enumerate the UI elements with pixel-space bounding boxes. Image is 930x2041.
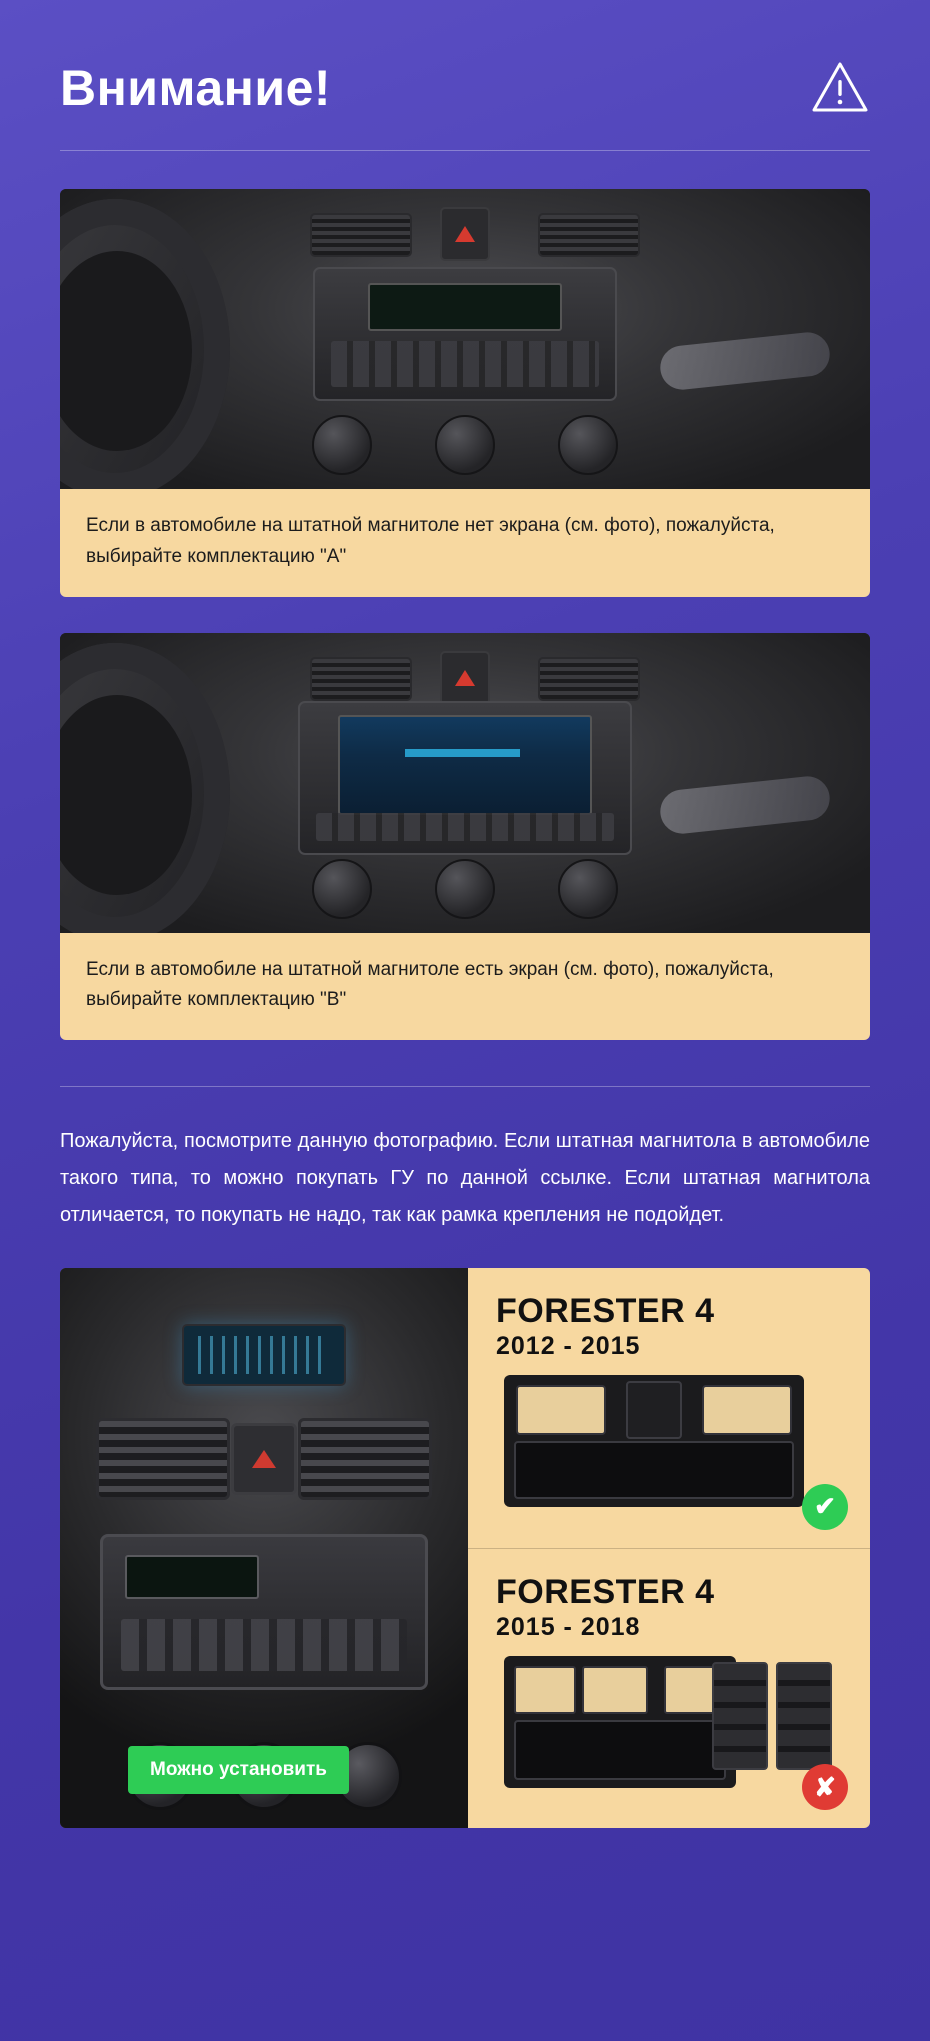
model-name: FORESTER 4 [496,1292,715,1331]
photo-head-unit-with-screen [60,633,870,933]
model-card-2012-2015 [468,1268,870,1548]
page-title: Внимание! [60,59,332,116]
model-name: FORESTER 4 [496,1572,715,1611]
model-years: 2015 - 2018 [496,1612,641,1641]
caption-with-screen: Если в автомобиле на штатной магнитоле есть экран (см. фото), пожалуйста, выбирайте комплектацию "B" [60,933,870,1041]
check-circle-icon: ✔ [802,1484,848,1530]
cross-circle-icon: ✘ [802,1764,848,1810]
model-card-2015-2018 [468,1548,870,1829]
caption-no-screen: Если в автомобиле на штатной магнитоле нет экрана (см. фото), пожалуйста, выбирайте комплектацию "A" [60,489,870,597]
header-divider [60,150,870,151]
install-possible-badge: Можно установить [128,1746,349,1794]
page-header [60,48,870,144]
note-divider [60,1086,870,1087]
block-no-screen [60,189,870,597]
frame-illustration-a [496,1375,842,1525]
frame-illustration-b [496,1656,842,1806]
note-text: Пожалуйста, посмотрите данную фотографию. Если штатная магнитола в автомобиле такого типа, то можно покупать ГУ по данной ссылке. Если штатная магнитола отличается, то покупать не надо, так как рамка крепления не подойдет. [60,1130,870,1227]
photo-dashboard-reference [60,1268,468,1828]
photo-head-unit-no-screen [60,189,870,489]
warning-triangle-icon [810,58,870,118]
model-cards [468,1268,870,1828]
model-years: 2012 - 2015 [496,1332,641,1361]
compatibility-panel [60,1268,870,1828]
block-with-screen [60,633,870,1041]
